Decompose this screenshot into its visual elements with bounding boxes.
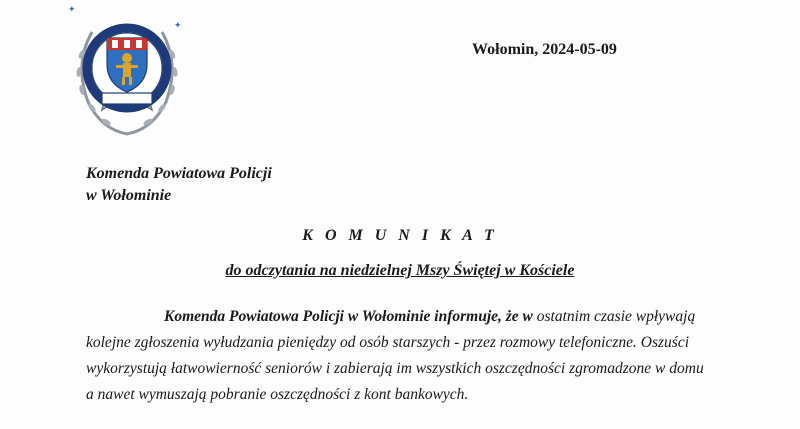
document-title: K O M U N I K A T (302, 227, 498, 244)
body-line-1-rest: ostatnim czasie wpływają (532, 308, 696, 325)
body-line-2: kolejne zgłoszenia wyłudzania pieniędzy od osób starszych - przez rozmowy telefoniczne. Oszuści (86, 334, 690, 351)
svg-text:✦: ✦ (68, 5, 76, 15)
issuer-location: w Wołominie (86, 187, 172, 204)
document-date: Wołomin, 2024-05-09 (472, 41, 617, 58)
issuer-block (86, 163, 272, 207)
police-emblem-icon (62, 2, 192, 142)
body-line-1-bold: Komenda Powiatowa Policji w Wołominie informuje, że w (164, 308, 533, 325)
svg-text:✦: ✦ (174, 21, 182, 31)
body-line-1 (86, 304, 746, 330)
body-line-4: a nawet wymuszają pobranie oszczędności z kont bankowych. (86, 386, 469, 403)
issuer-name: Komenda Powiatowa Policji (86, 165, 272, 182)
document-subtitle: do odczytania na niedzielnej Mszy Świętej w Kościele (225, 262, 575, 279)
body-line-3: wykorzystują łatwowierność seniorów i zabierają im wszystkich oszczędności zgromadzone w domu (86, 360, 704, 377)
document-body (86, 304, 746, 408)
